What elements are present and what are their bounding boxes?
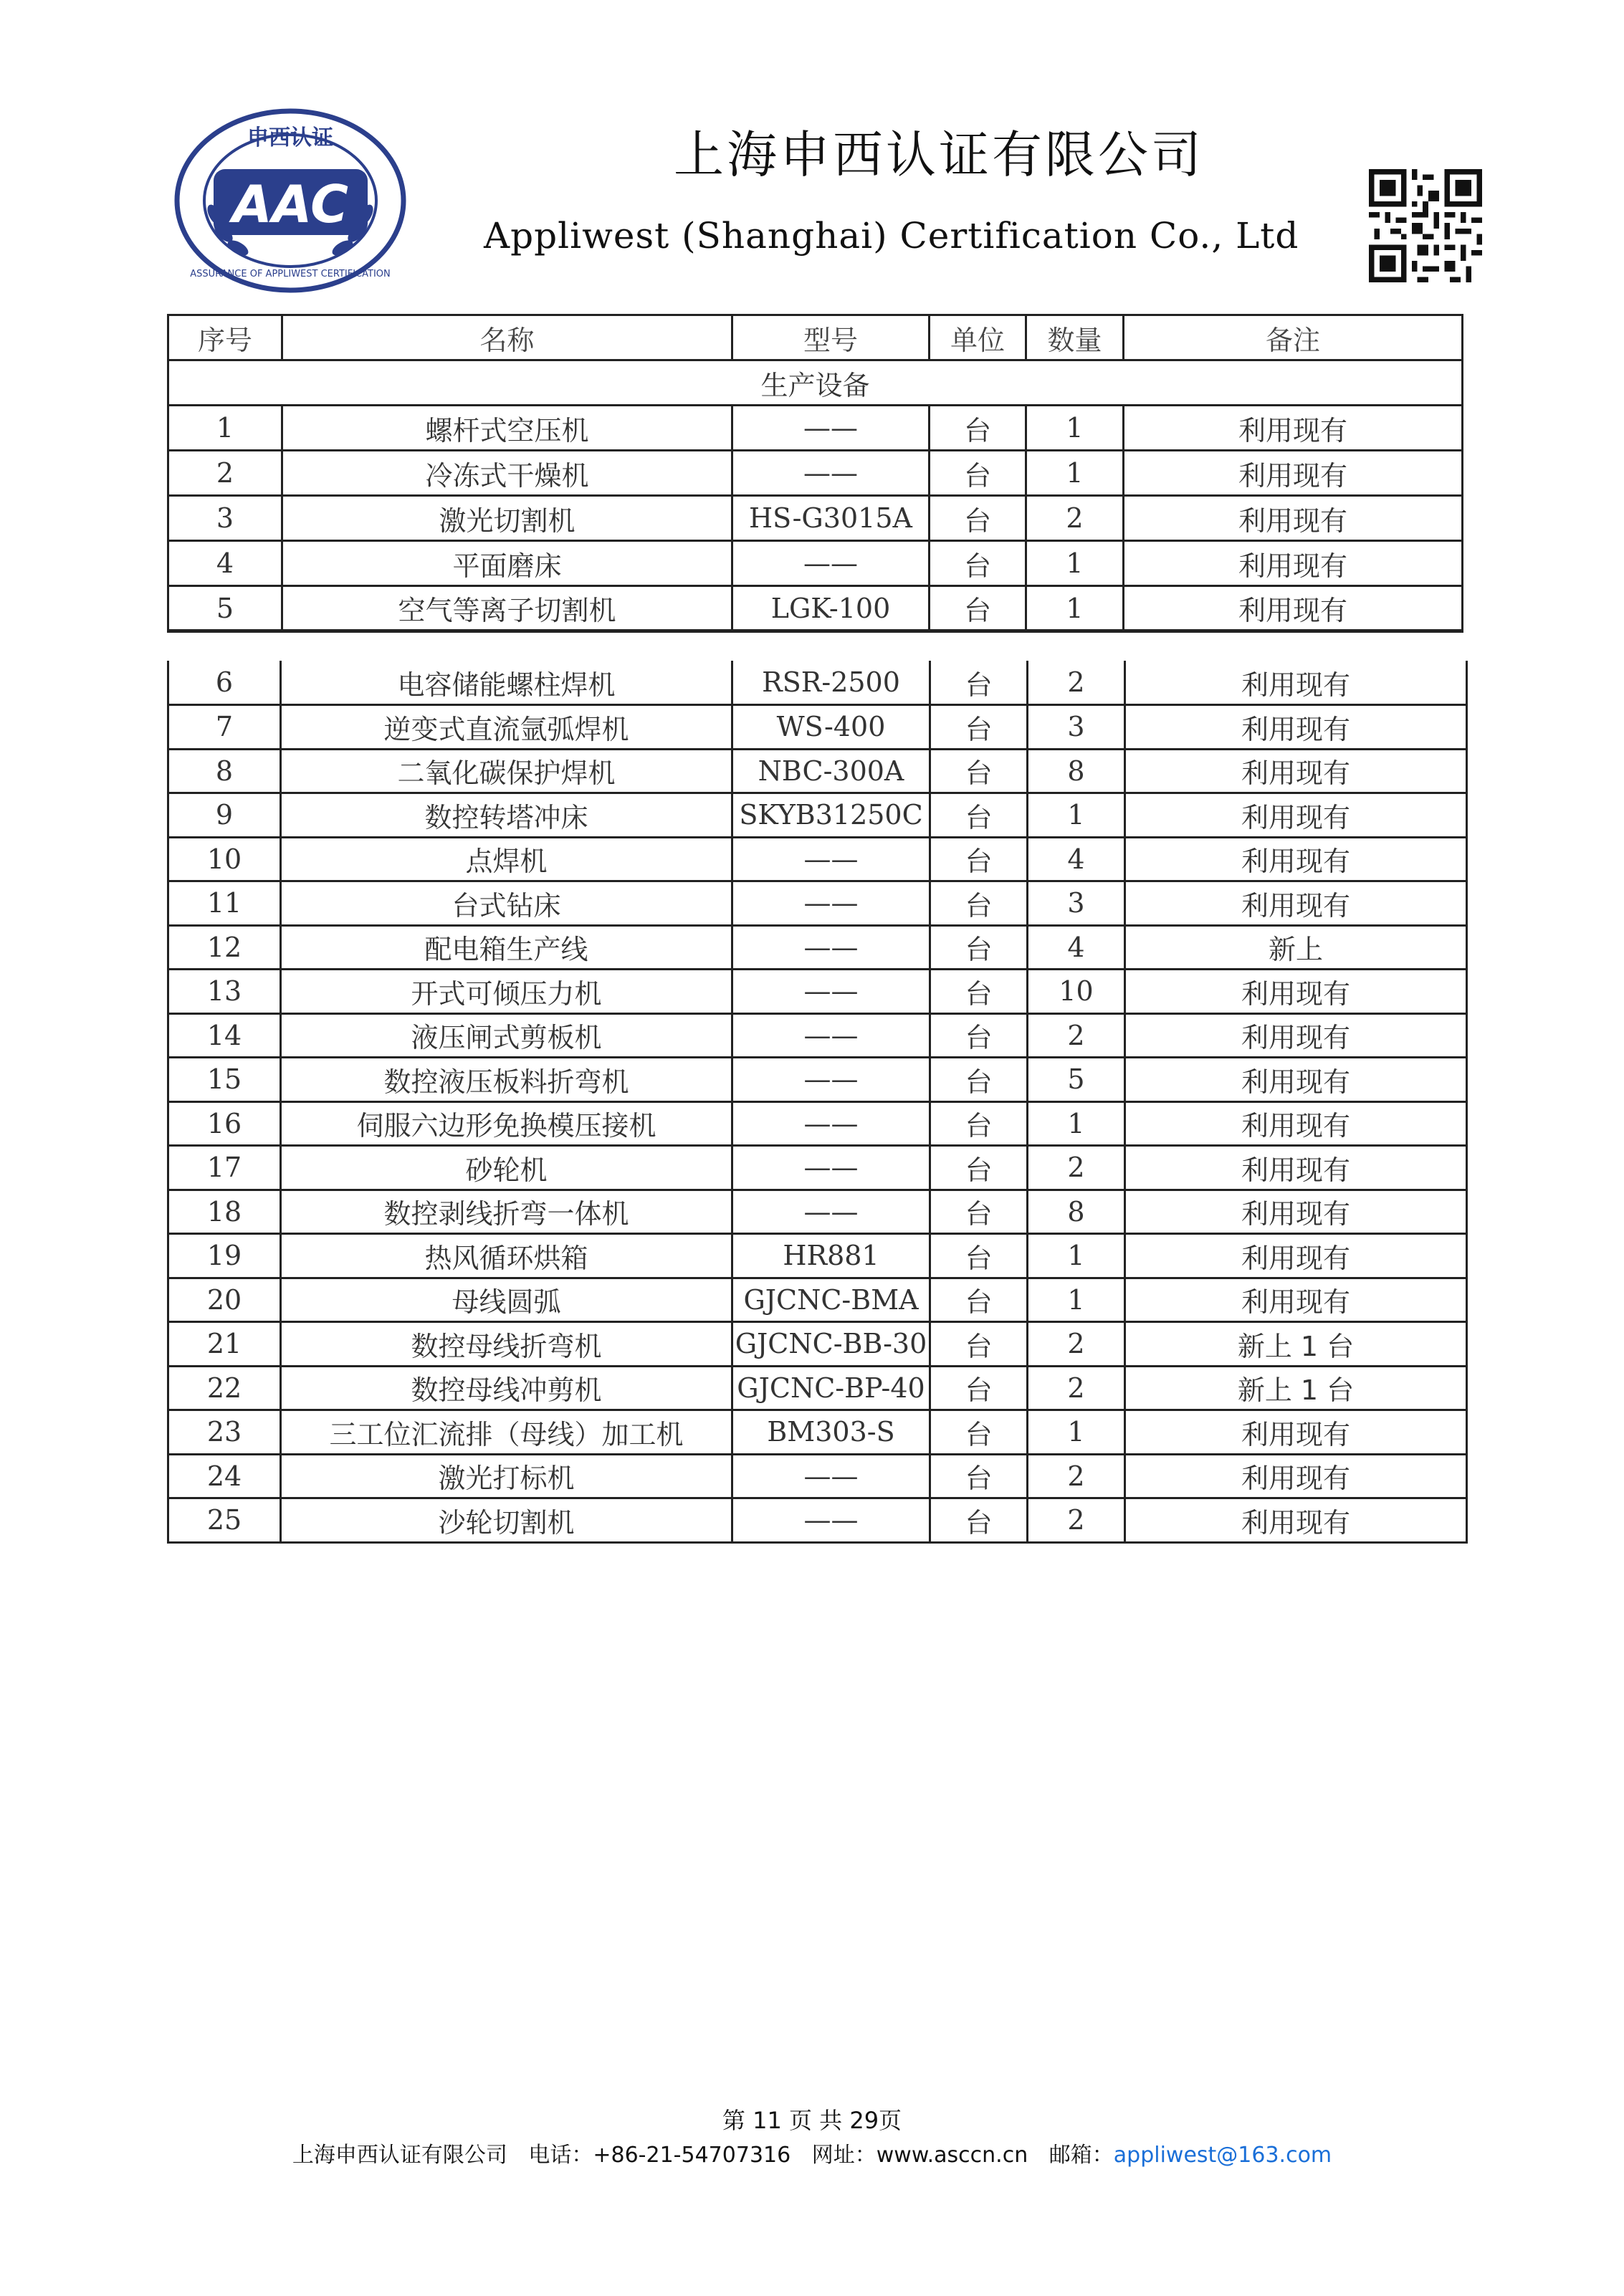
logo-top-text: 申西认证 [247,125,333,150]
cell-model: NBC-300A [732,749,930,793]
cell-unit: 台 [930,970,1028,1014]
cell-name: 逆变式直流氩弧焊机 [281,705,732,750]
footer-email-link[interactable]: appliwest@163.com [1113,2143,1332,2168]
cell-remark: 利用现有 [1125,1190,1467,1234]
cell-unit: 台 [930,1234,1028,1278]
col-header-remark: 备注 [1124,315,1463,360]
cell-name: 冷冻式干燥机 [282,451,732,496]
table-row [168,970,1467,1014]
logo-ring-text: ASSURANCE OF APPLIWEST CERTIFICATION [190,269,391,279]
cell-remark: 利用现有 [1125,1498,1467,1543]
cell-model: GJCNC-BMA [732,1278,930,1322]
cell-model: GJCNC-BB-30 [732,1322,930,1367]
cell-unit: 台 [930,661,1028,705]
cell-remark: 新上 1 台 [1125,1322,1467,1367]
cell-index: 10 [168,837,281,881]
cell-quantity: 2 [1028,1454,1125,1498]
cell-model: —— [732,1190,930,1234]
cell-model: HS-G3015A [732,496,930,541]
cell-index: 25 [168,1498,281,1543]
cell-index: 3 [168,496,282,541]
col-header-unit: 单位 [930,315,1026,360]
cell-unit: 台 [930,793,1028,838]
cell-unit: 台 [930,837,1028,881]
cell-name: 空气等离子切割机 [282,586,732,631]
cell-model: —— [732,1454,930,1498]
cell-name: 热风循环烘箱 [281,1234,732,1278]
table-row [168,1322,1467,1367]
footer-email-group [1049,2143,1332,2168]
cell-index: 13 [168,970,281,1014]
cell-index: 20 [168,1278,281,1322]
company-name-cn: 上海申西认证有限公司 [674,125,1204,184]
cell-model: —— [732,925,930,970]
cell-remark: 利用现有 [1125,970,1467,1014]
cell-name: 台式钻床 [281,881,732,926]
table-row [168,793,1467,838]
cell-model: —— [732,881,930,926]
cell-index: 5 [168,586,282,631]
cell-unit: 台 [930,1498,1028,1543]
cell-name: 二氧化碳保护焊机 [281,749,732,793]
cell-quantity: 2 [1028,661,1125,705]
col-header-quantity: 数量 [1026,315,1124,360]
cell-name: 三工位汇流排（母线）加工机 [281,1410,732,1455]
cell-quantity: 2 [1028,1146,1125,1190]
cell-unit: 台 [930,1190,1028,1234]
cell-model: HR881 [732,1234,930,1278]
footer-phone-group [528,2143,790,2168]
cell-index: 2 [168,451,282,496]
cell-index: 9 [168,793,281,838]
footer-web-label: 网址： [811,2143,877,2168]
cell-unit: 台 [930,1013,1028,1058]
section-row [168,360,1463,406]
footer-web-group [812,2143,1028,2168]
cell-index: 24 [168,1454,281,1498]
cell-model: —— [732,406,930,451]
cell-unit: 台 [930,496,1026,541]
cell-name: 数控母线冲剪机 [281,1366,732,1410]
cell-name: 点焊机 [281,837,732,881]
table-header-row [168,315,1463,360]
cell-index: 15 [168,1058,281,1102]
cell-quantity: 1 [1028,793,1125,838]
cell-quantity: 3 [1028,881,1125,926]
cell-model: RSR-2500 [732,661,930,705]
cell-name: 数控母线折弯机 [281,1322,732,1367]
cell-index: 1 [168,406,282,451]
cell-name: 液压闸式剪板机 [281,1013,732,1058]
cell-remark: 利用现有 [1124,541,1463,586]
table-row [168,541,1463,586]
cell-remark: 利用现有 [1124,406,1463,451]
qr-code-icon [1369,169,1482,282]
cell-unit: 台 [930,1101,1028,1146]
table-row [168,1366,1467,1410]
cell-remark: 利用现有 [1125,1234,1467,1278]
table-row [168,925,1467,970]
cell-remark: 利用现有 [1125,793,1467,838]
table-row [168,1058,1467,1102]
cell-model: WS-400 [732,705,930,750]
cell-remark: 利用现有 [1125,1410,1467,1455]
cell-index: 19 [168,1234,281,1278]
cell-remark: 利用现有 [1125,1101,1467,1146]
cell-quantity: 8 [1028,1190,1125,1234]
cell-index: 21 [168,1322,281,1367]
cell-index: 7 [168,705,281,750]
cell-index: 14 [168,1013,281,1058]
footer-company: 上海申西认证有限公司 [292,2143,507,2168]
table-row [168,1234,1467,1278]
cell-model: —— [732,1146,930,1190]
cell-name: 激光打标机 [281,1454,732,1498]
cell-model: LGK-100 [732,586,930,631]
table-row [168,1013,1467,1058]
cell-remark: 利用现有 [1125,1058,1467,1102]
table-row [168,1498,1467,1543]
cell-index: 22 [168,1366,281,1410]
cell-quantity: 4 [1028,925,1125,970]
cell-name: 平面磨床 [282,541,732,586]
cell-remark: 利用现有 [1125,1278,1467,1322]
cell-name: 电容储能螺柱焊机 [281,661,732,705]
cell-quantity: 1 [1028,1234,1125,1278]
cell-model: SKYB31250C [732,793,930,838]
table-row [168,705,1467,750]
cell-name: 砂轮机 [281,1146,732,1190]
aac-logo [172,107,409,294]
footer-email-label: 邮箱： [1049,2143,1114,2168]
cell-quantity: 2 [1028,1366,1125,1410]
cell-name: 激光切割机 [282,496,732,541]
table-row [168,661,1467,705]
cell-index: 8 [168,749,281,793]
cell-quantity: 2 [1028,1013,1125,1058]
equipment-table-bottom [167,661,1468,1544]
cell-unit: 台 [930,1146,1028,1190]
cell-model: —— [732,451,930,496]
company-name-en: Appliwest (Shanghai) Certification Co., Ltd [484,215,1299,257]
footer-phone: +86-21-54707316 [593,2143,791,2168]
cell-quantity: 2 [1026,496,1124,541]
cell-remark: 利用现有 [1125,1013,1467,1058]
col-header-name: 名称 [282,315,732,360]
cell-unit: 台 [930,881,1028,926]
table-row [168,837,1467,881]
page-number: 第 11 页 共 29页 [722,2107,902,2134]
cell-name: 配电箱生产线 [281,925,732,970]
cell-quantity: 1 [1026,406,1124,451]
cell-model: BM303-S [732,1410,930,1455]
cell-name: 数控剥线折弯一体机 [281,1190,732,1234]
section-label: 生产设备 [168,360,1463,406]
cell-unit: 台 [930,406,1026,451]
cell-model: —— [732,837,930,881]
cell-model: —— [732,970,930,1014]
cell-remark: 新上 1 台 [1125,1366,1467,1410]
cell-quantity: 10 [1028,970,1125,1014]
cell-remark: 利用现有 [1124,586,1463,631]
cell-index: 17 [168,1146,281,1190]
cell-quantity: 3 [1028,705,1125,750]
cell-unit: 台 [930,1322,1028,1367]
cell-index: 16 [168,1101,281,1146]
cell-remark: 利用现有 [1125,1454,1467,1498]
cell-unit: 台 [930,1410,1028,1455]
cell-unit: 台 [930,541,1026,586]
cell-quantity: 2 [1028,1322,1125,1367]
table-row [168,1146,1467,1190]
cell-quantity: 5 [1028,1058,1125,1102]
cell-model: GJCNC-BP-40 [732,1366,930,1410]
logo-monogram: AAC [231,174,349,234]
cell-name: 开式可倾压力机 [281,970,732,1014]
cell-unit: 台 [930,1278,1028,1322]
cell-quantity: 1 [1028,1410,1125,1455]
cell-index: 18 [168,1190,281,1234]
cell-name: 母线圆弧 [281,1278,732,1322]
cell-name: 数控液压板料折弯机 [281,1058,732,1102]
cell-quantity: 1 [1026,451,1124,496]
cell-name: 沙轮切割机 [281,1498,732,1543]
table-row [168,1190,1467,1234]
cell-remark: 利用现有 [1125,749,1467,793]
cell-remark: 利用现有 [1125,1146,1467,1190]
cell-model: —— [732,1058,930,1102]
cell-remark: 利用现有 [1125,837,1467,881]
table-row [168,496,1463,541]
cell-unit: 台 [930,1454,1028,1498]
cell-quantity: 1 [1026,586,1124,631]
cell-index: 11 [168,881,281,926]
table-row [168,1278,1467,1322]
table-row [168,406,1463,451]
cell-unit: 台 [930,705,1028,750]
cell-model: —— [732,1498,930,1543]
cell-quantity: 1 [1028,1101,1125,1146]
cell-remark: 利用现有 [1124,451,1463,496]
table-row [168,1410,1467,1455]
table-row [168,881,1467,926]
cell-quantity: 8 [1028,749,1125,793]
table-row [168,586,1463,631]
cell-name: 伺服六边形免换模压接机 [281,1101,732,1146]
cell-unit: 台 [930,451,1026,496]
cell-unit: 台 [930,586,1026,631]
table-row [168,1454,1467,1498]
table-row [168,1101,1467,1146]
cell-remark: 利用现有 [1125,705,1467,750]
table-row [168,749,1467,793]
cell-remark: 利用现有 [1125,661,1467,705]
footer-contact [0,2137,1624,2168]
cell-unit: 台 [930,1366,1028,1410]
cell-model: —— [732,1013,930,1058]
footer-web[interactable]: www.asccn.cn [876,2143,1028,2168]
cell-index: 6 [168,661,281,705]
cell-name: 螺杆式空压机 [282,406,732,451]
table-row [168,451,1463,496]
cell-unit: 台 [930,925,1028,970]
equipment-table-top [167,314,1463,633]
cell-unit: 台 [930,749,1028,793]
cell-quantity: 2 [1028,1498,1125,1543]
col-header-index: 序号 [168,315,282,360]
cell-index: 4 [168,541,282,586]
cell-index: 23 [168,1410,281,1455]
cell-quantity: 4 [1028,837,1125,881]
cell-quantity: 1 [1028,1278,1125,1322]
footer-phone-label: 电话： [528,2143,593,2168]
cell-remark: 利用现有 [1125,881,1467,926]
col-header-model: 型号 [732,315,930,360]
cell-unit: 台 [930,1058,1028,1102]
cell-index: 12 [168,925,281,970]
cell-name: 数控转塔冲床 [281,793,732,838]
cell-remark: 新上 [1125,925,1467,970]
cell-model: —— [732,1101,930,1146]
cell-remark: 利用现有 [1124,496,1463,541]
cell-model: —— [732,541,930,586]
cell-quantity: 1 [1026,541,1124,586]
